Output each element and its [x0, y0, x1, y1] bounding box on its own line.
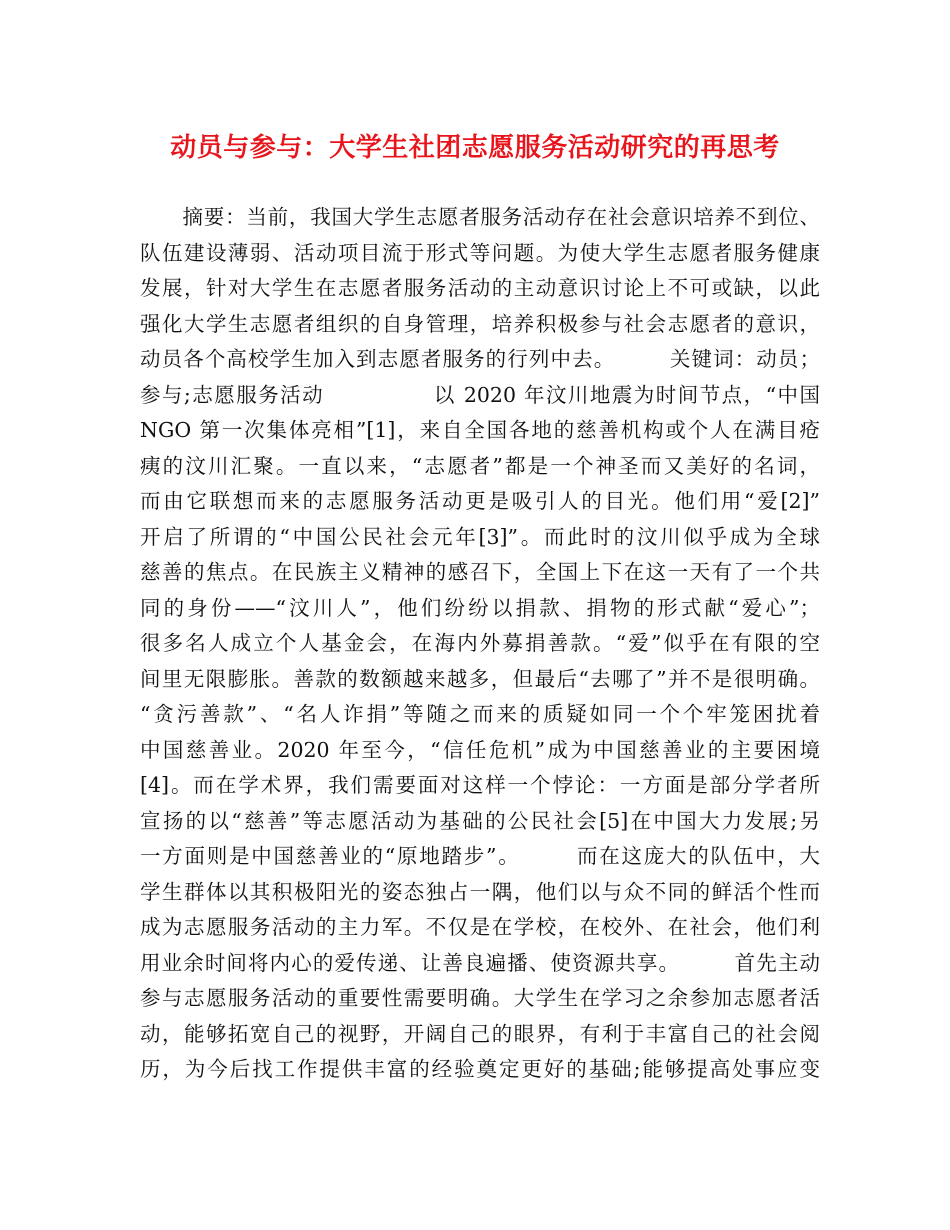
- paragraph-line: 宣扬的以“慈善”等志愿活动为基础的公民社会[5]在中国大力发展;另: [140, 808, 820, 833]
- document-body: [140, 200, 820, 1088]
- paragraph-line: 参与志愿服务活动的重要性需要明确。大学生在学习之余参加志愿者活: [140, 986, 820, 1010]
- paragraph-line: 用业余时间将内心的爱传递、让善良遍播、使资源共享。 首先主动: [140, 950, 820, 975]
- paragraph-line: 参与;志愿服务活动 以 2020 年汶川地震为时间节点，“中国: [140, 382, 820, 407]
- paragraph-line: 而由它联想而来的志愿服务活动更是吸引人的目光。他们用“爱[2]”: [140, 489, 820, 513]
- paragraph-line: 慈善的焦点。在民族主义精神的感召下，全国上下在这一天有了一个共: [140, 560, 820, 584]
- paragraph-line: NGO 第一次集体亮相”[1]，来自全国各地的慈善机构或个人在满目疮: [140, 418, 820, 442]
- paragraph-line: 学生群体以其积极阳光的姿态独占一隅，他们以与众不同的鲜活个性而: [140, 879, 820, 904]
- paragraph-line: 中国慈善业。2020 年至今，“信任危机”成为中国慈善业的主要困境: [140, 737, 820, 762]
- paragraph-line: 队伍建设薄弱、活动项目流于形式等问题。为使大学生志愿者服务健康: [140, 240, 820, 265]
- paragraph-line: 间里无限膨胀。善款的数额越来越多，但最后“去哪了”并不是很明确。: [140, 666, 820, 691]
- document-title: 动员与参与：大学生社团志愿服务活动研究的再思考: [170, 133, 780, 163]
- paragraph-line: 历，为今后找工作提供丰富的经验奠定更好的基础;能够提高处事应变: [140, 1057, 820, 1081]
- paragraph-line: “贪污善款”、“名人诈捐”等随之而来的质疑如同一个个牢笼困扰着: [140, 702, 820, 726]
- paragraph-line: 很多名人成立个人基金会，在海内外募捐善款。“爱”似乎在有限的空: [140, 631, 820, 655]
- paragraph-line: [4]。而在学术界，我们需要面对这样一个悖论：一方面是部分学者所: [140, 773, 820, 797]
- paragraph-line: 摘要：当前，我国大学生志愿者服务活动存在社会意识培养不到位、: [140, 205, 820, 229]
- paragraph-line: 动，能够拓宽自己的视野，开阔自己的眼界，有利于丰富自己的社会阅: [140, 1021, 820, 1046]
- paragraph-line: 开启了所谓的“中国公民社会元年[3]”。而此时的汶川似乎成为全球: [140, 524, 820, 549]
- paragraph-line: 一方面则是中国慈善业的“原地踏步”。 而在这庞大的队伍中，大: [140, 844, 820, 868]
- paragraph-line: 发展，针对大学生在志愿者服务活动的主动意识讨论上不可或缺，以此: [140, 276, 820, 300]
- paragraph-line: 成为志愿服务活动的主力军。不仅是在学校，在校外、在社会，他们利: [140, 915, 820, 939]
- paragraph-line: 动员各个高校学生加入到志愿者服务的行列中去。 关键词：动员；: [140, 347, 820, 371]
- paragraph-line: 同的身份——“汶川人”，他们纷纷以捐款、捐物的形式献“爱心”；: [140, 595, 820, 620]
- paragraph-line: 痍的汶川汇聚。一直以来，“志愿者”都是一个神圣而又美好的名词，: [140, 453, 820, 478]
- paragraph-line: 强化大学生志愿者组织的自身管理，培养积极参与社会志愿者的意识，: [140, 311, 820, 336]
